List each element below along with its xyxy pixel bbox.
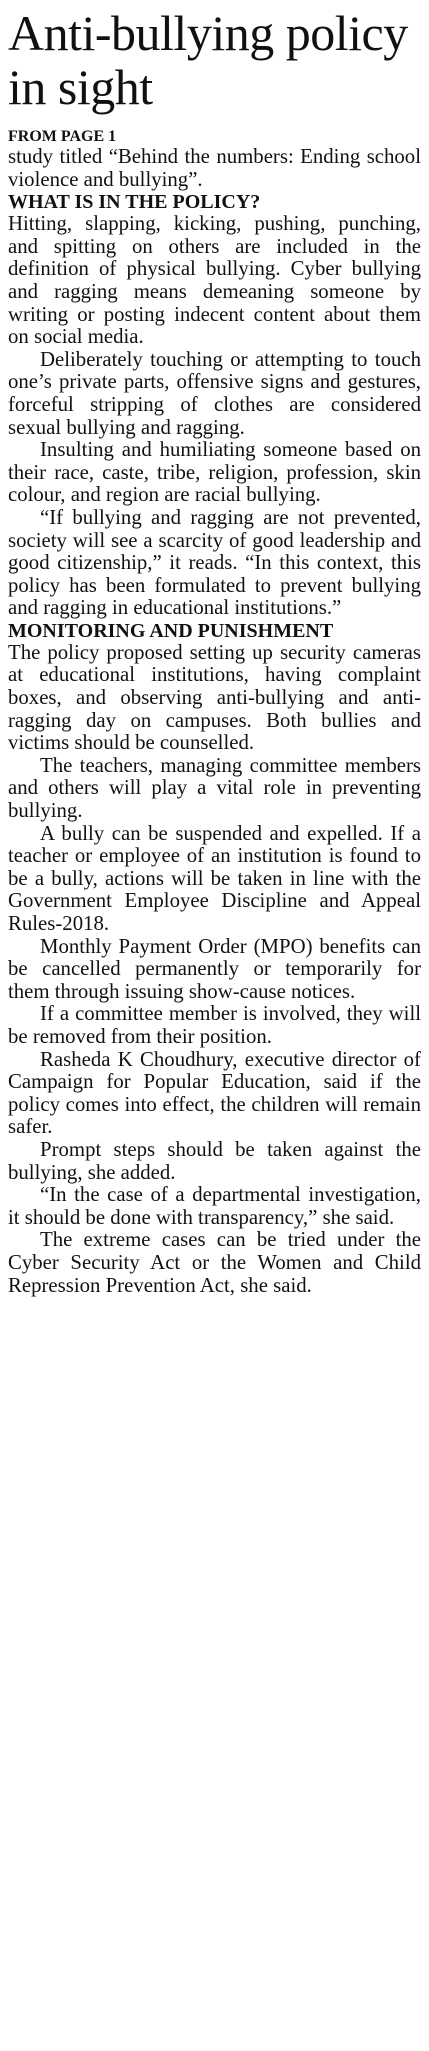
body-paragraph: Rasheda K Choudhury, executive director of Campaign for Popular Education, said if the policy comes into effect, the children will remain safer. xyxy=(8,1047,421,1139)
headline: Anti-bullying policy in sight xyxy=(8,5,408,115)
section-heading-monitoring: MONITORING AND PUNISHMENT xyxy=(8,619,334,642)
continuation-kicker: FROM PAGE 1 xyxy=(8,128,117,145)
body-paragraph: The policy proposed setting up security cameras at educational institutions, having complaint boxes, and observing anti-bullying and anti-ragging day on campuses. Both bullies and victims should be counselled. xyxy=(8,640,421,755)
body-paragraph: If a committee member is involved, they will be removed from their position. xyxy=(8,1002,421,1048)
body-paragraph: Deliberately touching or attempting to touch one’s private parts, offensive signs and gestures, forceful stripping of clothes are considered sexual bullying and ragging. xyxy=(8,347,421,439)
body-paragraph: Insulting and humiliating someone based on their race, caste, tribe, religion, profession, skin colour, and region are racial bullying. xyxy=(8,438,421,507)
body-paragraph: “If bullying and ragging are not prevented, society will see a scarcity of good leadership and good citizenship,” it reads. “In this context, this policy has been formulated to prevent bullying and ragging in educational institutions.” xyxy=(8,505,421,620)
body-paragraph: Monthly Payment Order (MPO) benefits can be cancelled permanently or temporarily for them through issuing show-cause notices. xyxy=(8,934,421,1003)
body-paragraph: The teachers, managing committee members and others will play a vital role in preventing bullying. xyxy=(8,753,421,823)
body-paragraph: Prompt steps should be taken against the bullying, she added. xyxy=(8,1137,421,1184)
body-paragraph: Hitting, slapping, kicking, pushing, punching, and spitting on others are included in the definition of physical bullying. Cyber bullying and ragging means demeaning someone by writing or posting indecent content about them on social media. xyxy=(8,212,421,349)
body-paragraph: “In the case of a departmental investigation, it should be done with transparency,” she said. xyxy=(8,1183,421,1229)
section-heading-policy: WHAT IS IN THE POLICY? xyxy=(8,191,261,214)
body-paragraph: A bully can be suspended and expelled. If a teacher or employee of an institution is found to be a bully, actions will be taken in line with the Government Employee Discipline and Appeal Rules-2018. xyxy=(8,821,421,935)
intro-paragraph: study titled “Behind the numbers: Ending school violence and bullying”. xyxy=(8,145,421,191)
body-paragraph: The extreme cases can be tried under the Cyber Security Act or the Women and Child Repression Prevention Act, she said. xyxy=(8,1228,421,1297)
